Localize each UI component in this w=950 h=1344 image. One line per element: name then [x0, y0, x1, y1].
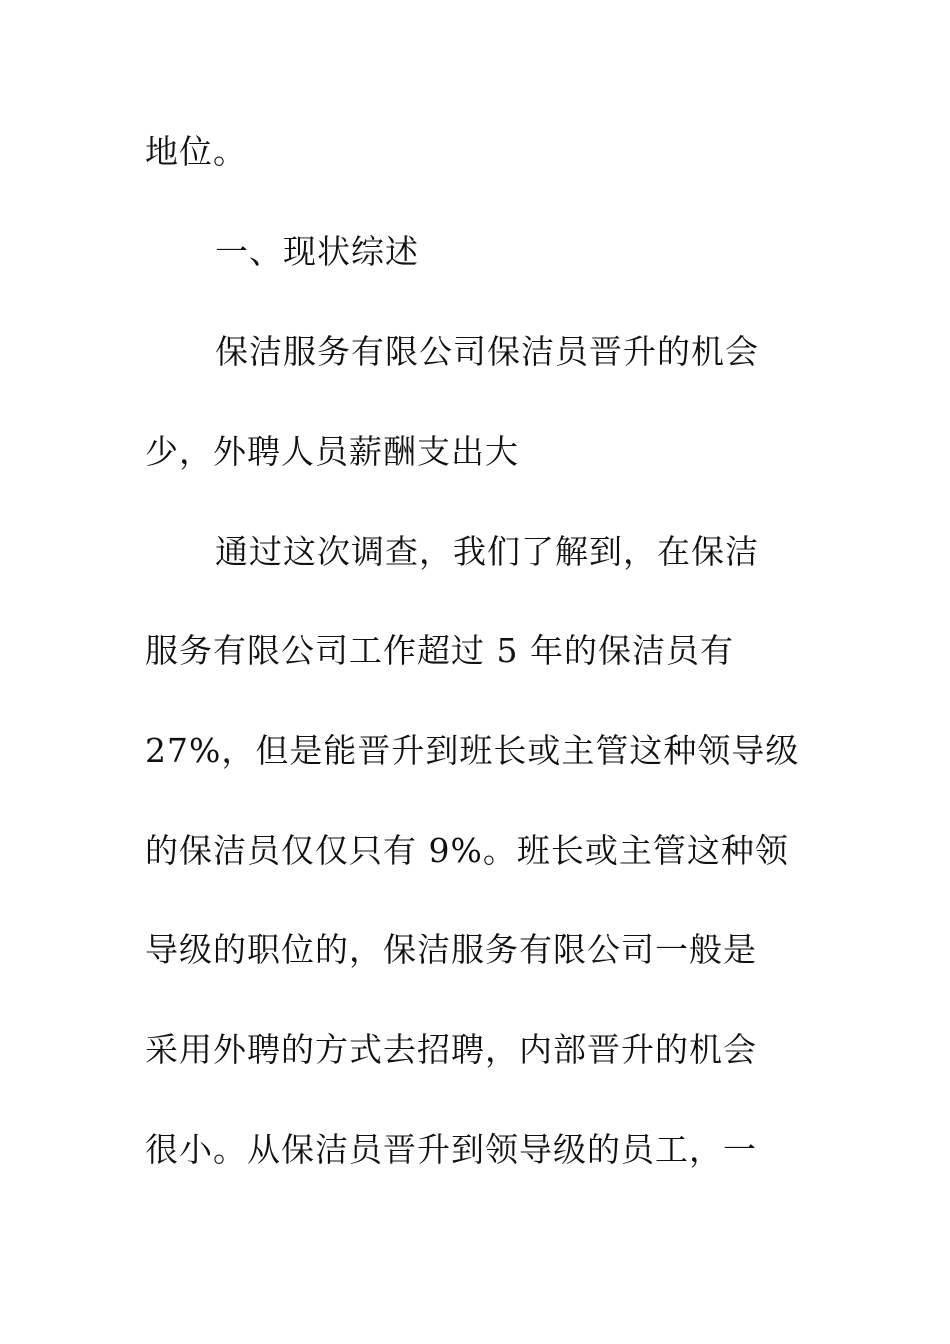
- paragraph-line-1: 通过这次调查，我们了解到，在保洁: [215, 532, 759, 571]
- text-line-1: 地位。: [145, 132, 247, 171]
- paragraph-line-4: 的保洁员仅仅只有 9%。班长或主管这种领: [145, 831, 789, 870]
- paragraph-line-2: 服务有限公司工作超过 5 年的保洁员有: [145, 631, 734, 670]
- subheading-line-1: 保洁服务有限公司保洁员晋升的机会: [215, 332, 759, 371]
- section-heading: 一、现状综述: [215, 232, 419, 271]
- paragraph-line-3: 27%，但是能晋升到班长或主管这种领导级: [145, 731, 800, 770]
- paragraph-line-5: 导级的职位的，保洁服务有限公司一般是: [145, 930, 757, 969]
- paragraph-line-7: 很小。从保洁员晋升到领导级的员工，一: [145, 1130, 757, 1169]
- subheading-line-2: 少，外聘人员薪酬支出大: [145, 432, 519, 471]
- paragraph-line-6: 采用外聘的方式去招聘，内部晋升的机会: [145, 1030, 757, 1069]
